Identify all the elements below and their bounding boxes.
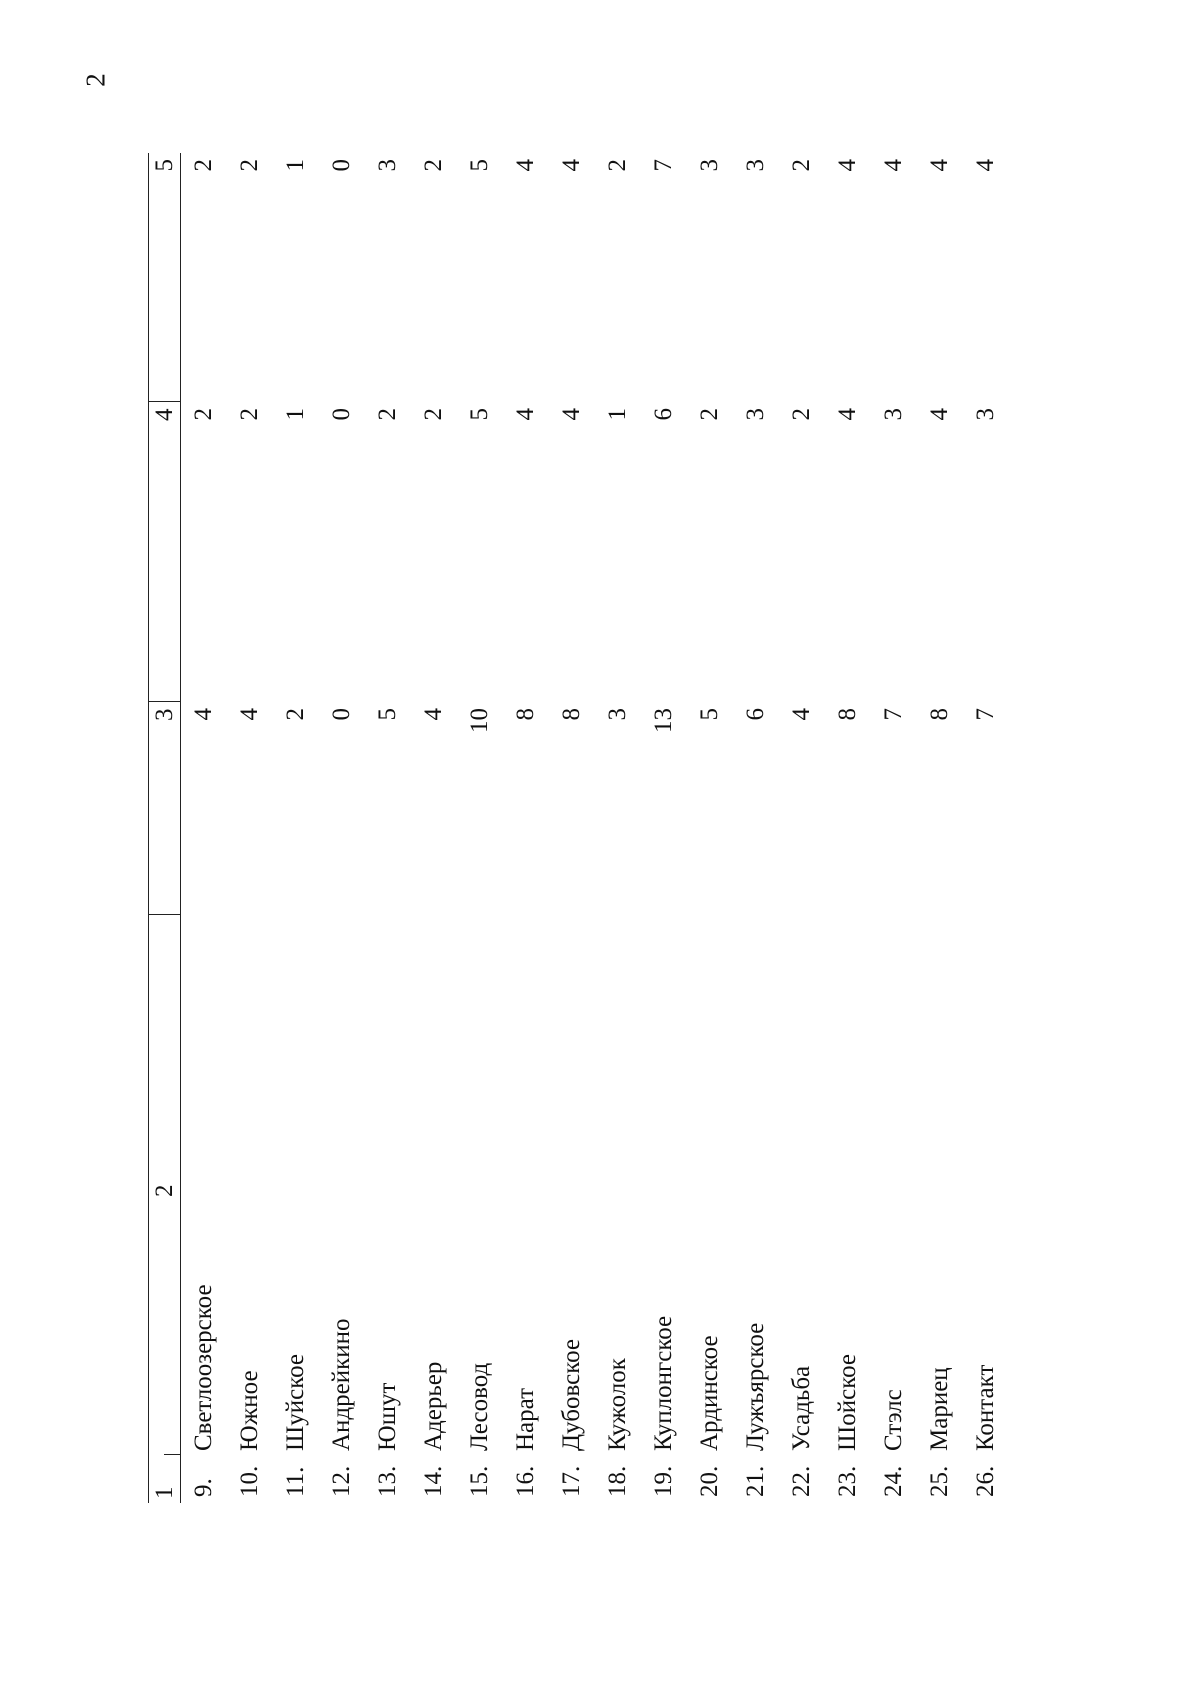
table-row (549, 153, 595, 1503)
row-name: Стэлс (880, 1389, 907, 1451)
row-name-cell (549, 915, 595, 1503)
row-number: 24. (880, 1465, 907, 1497)
header-cell-1-2 (149, 915, 181, 1503)
row-number: 23. (834, 1465, 861, 1497)
row-name: Нарат (512, 1387, 539, 1451)
row-value-c3: 5 (696, 708, 723, 721)
table-row (503, 153, 549, 1503)
row-name-cell (871, 915, 917, 1503)
header-col-5: 5 (149, 153, 181, 402)
row-number: 10. (236, 1465, 263, 1497)
row-value-c5: 0 (328, 159, 355, 172)
row-number: 13. (374, 1465, 401, 1497)
row-name: Юшут (374, 1382, 401, 1451)
row-number: 20. (696, 1465, 723, 1497)
table-row (825, 153, 871, 1503)
row-value-c5: 2 (236, 159, 263, 172)
row-value-c4: 2 (788, 408, 815, 421)
table-row (641, 153, 687, 1503)
row-value-c3: 4 (788, 708, 815, 721)
row-value-c5: 1 (282, 159, 309, 172)
row-value-c4: 2 (420, 408, 447, 421)
row-name-cell (411, 915, 457, 1503)
table-row (457, 153, 503, 1503)
row-name-cell (641, 915, 687, 1503)
row-name-cell (273, 915, 319, 1503)
row-number: 16. (512, 1465, 539, 1497)
row-value-c5: 4 (972, 159, 999, 172)
data-table (148, 153, 1009, 1503)
table-row (365, 153, 411, 1503)
row-value-c4: 2 (374, 408, 401, 421)
row-name-cell (181, 915, 228, 1503)
row-value-c3: 3 (604, 708, 631, 721)
row-value-c5: 5 (466, 159, 493, 172)
row-value-c3: 4 (420, 708, 447, 721)
row-value-c3: 5 (374, 708, 401, 721)
row-value-c5: 2 (788, 159, 815, 172)
row-value-c3: 2 (282, 708, 309, 721)
row-number: 26. (972, 1465, 999, 1497)
row-value-c4: 3 (742, 408, 769, 421)
row-value-c3: 10 (466, 708, 493, 733)
row-value-c4: 1 (282, 408, 309, 421)
row-number: 25. (926, 1465, 953, 1497)
table-row (227, 153, 273, 1503)
row-value-c5: 3 (374, 159, 401, 172)
row-name: Контакт (972, 1364, 999, 1451)
row-name-cell (319, 915, 365, 1503)
header-col-4: 4 (149, 402, 181, 702)
row-name-cell (963, 915, 1009, 1503)
row-value-c3: 8 (926, 708, 953, 721)
row-name-cell (687, 915, 733, 1503)
row-value-c4: 1 (604, 408, 631, 421)
row-number: 9. (190, 1478, 217, 1497)
row-value-c5: 4 (834, 159, 861, 172)
row-value-c5: 2 (604, 159, 631, 172)
row-name-cell (457, 915, 503, 1503)
row-value-c5: 2 (190, 159, 217, 172)
row-name-cell (365, 915, 411, 1503)
table-row (687, 153, 733, 1503)
row-name-cell (733, 915, 779, 1503)
table-row (181, 153, 228, 1503)
table-row (411, 153, 457, 1503)
table-body (181, 153, 1010, 1503)
table-row (917, 153, 963, 1503)
table-row (273, 153, 319, 1503)
row-number: 18. (604, 1465, 631, 1497)
row-number: 12. (328, 1465, 355, 1497)
row-value-c3: 6 (742, 708, 769, 721)
row-value-c4: 4 (558, 408, 585, 421)
row-value-c4: 2 (236, 408, 263, 421)
row-name-cell (917, 915, 963, 1503)
row-value-c5: 2 (420, 159, 447, 172)
row-value-c5: 3 (696, 159, 723, 172)
row-name-cell (779, 915, 825, 1503)
row-name: Лесовод (466, 1362, 493, 1451)
row-value-c3: 7 (880, 708, 907, 721)
row-value-c4: 0 (328, 408, 355, 421)
row-name: Кужолок (604, 1358, 631, 1451)
header-col-3: 3 (149, 702, 181, 915)
row-number: 21. (742, 1465, 769, 1497)
row-name: Мариец (926, 1367, 953, 1451)
row-name: Андрейкино (328, 1318, 355, 1451)
row-name: Шуйское (282, 1354, 309, 1451)
table-row (963, 153, 1009, 1503)
row-number: 11. (282, 1466, 309, 1497)
row-value-c5: 4 (512, 159, 539, 172)
row-name: Ардинское (696, 1335, 723, 1451)
row-value-c3: 8 (558, 708, 585, 721)
row-number: 22. (788, 1465, 815, 1497)
row-name: Южное (236, 1370, 263, 1451)
row-name: Усадьба (788, 1365, 815, 1451)
row-value-c5: 4 (558, 159, 585, 172)
row-name: Лужъярское (742, 1322, 769, 1451)
row-value-c4: 6 (650, 408, 677, 421)
row-value-c3: 0 (328, 708, 355, 721)
row-name: Дубовское (558, 1339, 585, 1451)
row-value-c4: 5 (466, 408, 493, 421)
row-value-c3: 8 (834, 708, 861, 721)
row-name-cell (503, 915, 549, 1503)
row-value-c5: 3 (742, 159, 769, 172)
row-name: Светлоозерское (190, 1284, 217, 1451)
table-row (733, 153, 779, 1503)
row-value-c3: 7 (972, 708, 999, 721)
row-value-c3: 4 (236, 708, 263, 721)
row-name-cell (825, 915, 871, 1503)
row-value-c5: 7 (650, 159, 677, 172)
header-col-2: 2 (151, 1184, 178, 1197)
row-value-c5: 4 (880, 159, 907, 172)
row-name-cell (595, 915, 641, 1503)
table-row (871, 153, 917, 1503)
table-header-row (149, 153, 181, 1503)
row-value-c3: 8 (512, 708, 539, 721)
table-row (779, 153, 825, 1503)
row-value-c3: 13 (650, 708, 677, 733)
row-value-c4: 4 (834, 408, 861, 421)
header-divider (164, 1454, 180, 1455)
row-value-c4: 4 (512, 408, 539, 421)
table-row (595, 153, 641, 1503)
header-col-1: 1 (151, 1486, 178, 1499)
row-name: Адерьер (420, 1361, 447, 1451)
rotated-table-container (148, 153, 1088, 1503)
row-number: 17. (558, 1465, 585, 1497)
table-row (319, 153, 365, 1503)
row-number: 14. (420, 1465, 447, 1497)
row-name-cell (227, 915, 273, 1503)
row-number: 19. (650, 1465, 677, 1497)
row-number: 15. (466, 1465, 493, 1497)
row-name: Куплонгское (650, 1315, 677, 1451)
row-value-c4: 3 (880, 408, 907, 421)
row-value-c4: 4 (926, 408, 953, 421)
row-value-c5: 4 (926, 159, 953, 172)
row-value-c4: 2 (696, 408, 723, 421)
row-value-c4: 3 (972, 408, 999, 421)
page-number: 2 (80, 73, 111, 87)
row-value-c4: 2 (190, 408, 217, 421)
row-value-c3: 4 (190, 708, 217, 721)
row-name: Шойское (834, 1354, 861, 1451)
